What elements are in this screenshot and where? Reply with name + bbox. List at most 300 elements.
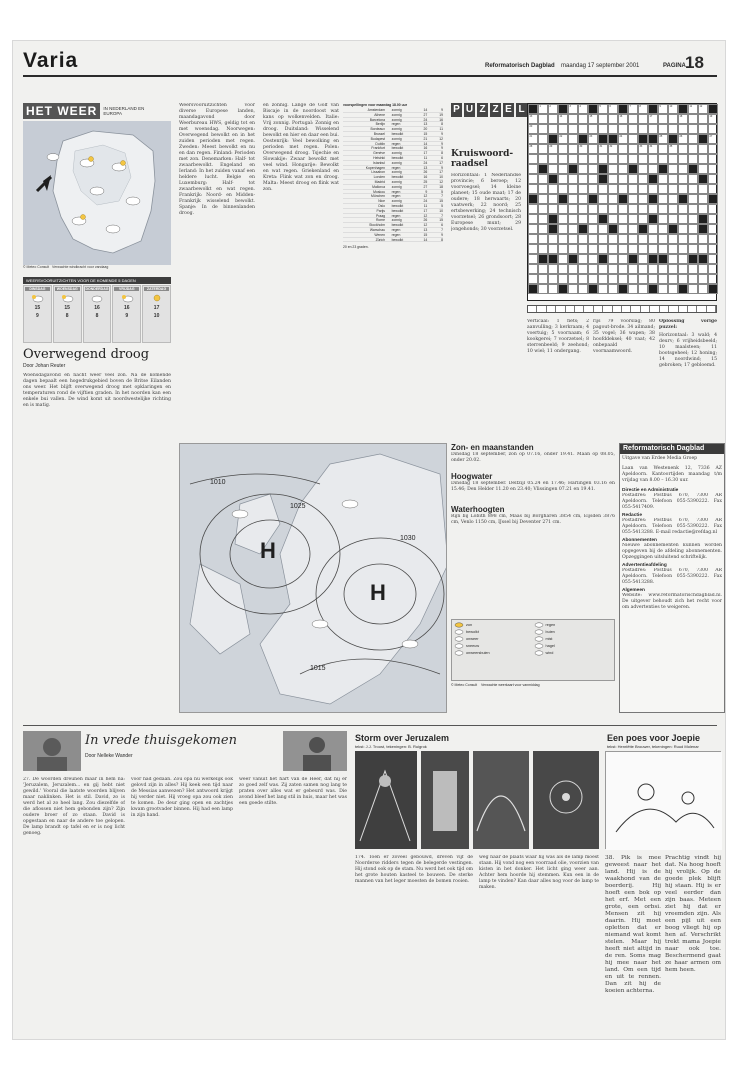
crossword-cell[interactable] [688,144,698,154]
crossword-cell[interactable] [618,244,628,254]
crossword-cell[interactable] [708,164,718,174]
crossword-cell[interactable] [598,194,608,204]
crossword-cell[interactable] [648,244,658,254]
crossword-cell[interactable] [548,244,558,254]
crossword-cell[interactable] [648,224,658,234]
crossword-cell[interactable] [558,234,568,244]
crossword-cell[interactable] [588,244,598,254]
crossword-cell[interactable] [628,234,638,244]
crossword-cell[interactable] [568,104,578,114]
crossword-cell[interactable] [558,184,568,194]
solution-cell[interactable] [528,306,537,312]
crossword-cell[interactable] [598,104,608,114]
crossword-cell[interactable] [598,274,608,284]
crossword-cell[interactable] [568,234,578,244]
crossword-cell[interactable] [578,184,588,194]
crossword-cell[interactable] [618,144,628,154]
crossword-cell[interactable] [698,284,708,294]
crossword-cell[interactable] [578,254,588,264]
crossword-cell[interactable] [708,154,718,164]
crossword-cell[interactable] [638,174,648,184]
crossword-cell[interactable] [618,174,628,184]
crossword-cell[interactable] [598,224,608,234]
crossword-cell[interactable] [618,204,628,214]
crossword-cell[interactable] [588,254,598,264]
crossword-cell[interactable] [548,124,558,134]
crossword-cell[interactable] [618,234,628,244]
crossword-cell[interactable] [588,124,598,134]
crossword-cell[interactable] [668,164,678,174]
crossword-cell[interactable] [558,114,568,124]
crossword-cell[interactable] [638,274,648,284]
crossword-cell[interactable] [668,194,678,204]
crossword-cell[interactable] [708,234,718,244]
crossword-cell[interactable] [548,114,558,124]
crossword-cell[interactable] [528,134,538,144]
crossword-cell[interactable] [558,244,568,254]
solution-cell[interactable] [584,306,593,312]
crossword-cell[interactable] [548,264,558,274]
crossword-cell[interactable] [608,284,618,294]
crossword-cell[interactable] [568,184,578,194]
crossword-cell[interactable] [648,124,658,134]
crossword-cell[interactable] [578,284,588,294]
crossword-cell[interactable] [708,144,718,154]
crossword-cell[interactable] [688,204,698,214]
crossword-cell[interactable] [608,244,618,254]
crossword-cell[interactable] [568,114,578,124]
crossword-cell[interactable] [578,274,588,284]
crossword-cell[interactable] [568,144,578,154]
crossword-cell[interactable] [678,114,688,124]
crossword-cell[interactable] [678,164,688,174]
crossword-cell[interactable] [558,264,568,274]
crossword-cell[interactable] [628,214,638,224]
crossword-cell[interactable] [658,124,668,134]
crossword-cell[interactable] [628,204,638,214]
crossword-cell[interactable] [698,114,708,124]
crossword-cell[interactable] [708,214,718,224]
crossword-cell[interactable] [598,114,608,124]
crossword-cell[interactable] [598,144,608,154]
crossword-cell[interactable] [708,224,718,234]
crossword-cell[interactable] [568,244,578,254]
crossword-cell[interactable] [528,274,538,284]
crossword-cell[interactable] [588,114,598,124]
solution-cell[interactable] [566,306,575,312]
crossword-cell[interactable] [538,134,548,144]
crossword-cell[interactable] [528,184,538,194]
crossword-cell[interactable] [628,284,638,294]
crossword-cell[interactable] [548,234,558,244]
crossword-cell[interactable] [568,204,578,214]
crossword-cell[interactable] [648,154,658,164]
crossword-cell[interactable] [688,104,698,114]
crossword-cell[interactable] [638,214,648,224]
crossword-cell[interactable] [538,194,548,204]
crossword-cell[interactable] [628,134,638,144]
crossword-cell[interactable] [648,204,658,214]
crossword-cell[interactable] [608,184,618,194]
crossword-cell[interactable] [678,124,688,134]
crossword-cell[interactable] [708,244,718,254]
crossword-cell[interactable] [628,174,638,184]
crossword-cell[interactable] [618,124,628,134]
crossword-cell[interactable] [678,154,688,164]
crossword-cell[interactable] [608,214,618,224]
crossword-cell[interactable] [678,214,688,224]
crossword-cell[interactable] [558,204,568,214]
crossword-cell[interactable] [588,134,598,144]
solution-cell[interactable] [641,306,650,312]
crossword-cell[interactable] [678,174,688,184]
crossword-cell[interactable] [598,184,608,194]
crossword-cell[interactable] [528,224,538,234]
crossword-cell[interactable] [688,284,698,294]
crossword-cell[interactable] [708,134,718,144]
crossword-cell[interactable] [638,164,648,174]
crossword-cell[interactable] [608,164,618,174]
crossword-cell[interactable] [528,174,538,184]
crossword-cell[interactable] [698,274,708,284]
crossword-cell[interactable] [698,184,708,194]
crossword-cell[interactable] [658,104,668,114]
crossword-cell[interactable] [598,234,608,244]
crossword-cell[interactable] [638,104,648,114]
crossword-cell[interactable] [598,284,608,294]
crossword-cell[interactable] [668,274,678,284]
crossword-cell[interactable] [638,184,648,194]
crossword-cell[interactable] [568,124,578,134]
crossword-cell[interactable] [708,124,718,134]
crossword-cell[interactable] [658,234,668,244]
crossword-cell[interactable] [628,224,638,234]
crossword-cell[interactable] [688,174,698,184]
crossword-cell[interactable] [618,134,628,144]
crossword-cell[interactable] [698,104,708,114]
crossword-cell[interactable] [548,274,558,284]
crossword-cell[interactable] [628,144,638,154]
crossword-cell[interactable] [698,204,708,214]
crossword-cell[interactable] [678,224,688,234]
crossword-cell[interactable] [678,144,688,154]
crossword-cell[interactable] [578,264,588,274]
crossword-cell[interactable] [678,244,688,254]
crossword-cell[interactable] [588,154,598,164]
crossword-cell[interactable] [548,154,558,164]
crossword-cell[interactable] [608,154,618,164]
crossword-cell[interactable] [708,274,718,284]
crossword-cell[interactable] [588,264,598,274]
crossword-cell[interactable] [568,284,578,294]
crossword-cell[interactable] [618,164,628,174]
crossword-cell[interactable] [658,204,668,214]
crossword-cell[interactable] [658,244,668,254]
crossword-cell[interactable] [698,194,708,204]
crossword-cell[interactable] [688,264,698,274]
crossword-cell[interactable] [528,204,538,214]
crossword-cell[interactable] [608,234,618,244]
crossword-cell[interactable] [628,184,638,194]
crossword-cell[interactable] [618,274,628,284]
crossword-cell[interactable] [548,104,558,114]
crossword-cell[interactable] [668,124,678,134]
crossword-cell[interactable] [608,124,618,134]
crossword-cell[interactable] [638,234,648,244]
crossword-cell[interactable] [658,214,668,224]
crossword-cell[interactable] [558,164,568,174]
solution-cell[interactable] [697,306,706,312]
crossword-cell[interactable] [638,254,648,264]
crossword-cell[interactable] [538,174,548,184]
solution-cell[interactable] [537,306,546,312]
crossword-cell[interactable] [698,244,708,254]
crossword-cell[interactable] [528,154,538,164]
crossword-cell[interactable] [618,224,628,234]
crossword-cell[interactable] [558,254,568,264]
crossword-cell[interactable] [588,224,598,234]
crossword-cell[interactable] [598,124,608,134]
crossword-cell[interactable] [568,214,578,224]
crossword-cell[interactable] [658,264,668,274]
crossword-cell[interactable] [618,154,628,164]
crossword-cell[interactable] [698,124,708,134]
crossword-cell[interactable] [568,224,578,234]
crossword-cell[interactable] [558,154,568,164]
crossword-cell[interactable] [658,174,668,184]
crossword-cell[interactable] [578,174,588,184]
crossword-cell[interactable] [608,174,618,184]
crossword-cell[interactable] [668,114,678,124]
solution-cell[interactable] [556,306,565,312]
crossword-cell[interactable] [538,214,548,224]
crossword-cell[interactable] [648,274,658,284]
crossword-cell[interactable] [688,194,698,204]
crossword-cell[interactable] [538,184,548,194]
crossword-cell[interactable] [578,164,588,174]
solution-cell[interactable] [594,306,603,312]
crossword-cell[interactable] [698,264,708,274]
crossword-cell[interactable] [648,264,658,274]
crossword-cell[interactable] [598,154,608,164]
crossword-cell[interactable] [698,154,708,164]
crossword-cell[interactable] [578,104,588,114]
crossword-cell[interactable] [688,114,698,124]
crossword-cell[interactable] [638,284,648,294]
solution-cell[interactable] [547,306,556,312]
crossword-cell[interactable] [688,184,698,194]
crossword-cell[interactable] [678,264,688,274]
crossword-cell[interactable] [558,274,568,284]
crossword-cell[interactable] [688,274,698,284]
crossword-cell[interactable] [688,214,698,224]
crossword-cell[interactable] [688,234,698,244]
crossword-cell[interactable] [558,134,568,144]
crossword-cell[interactable] [608,274,618,284]
crossword-cell[interactable] [618,214,628,224]
crossword-cell[interactable] [708,254,718,264]
crossword-cell[interactable] [538,144,548,154]
crossword-cell[interactable] [538,264,548,274]
crossword-cell[interactable] [528,214,538,224]
crossword-cell[interactable] [568,174,578,184]
crossword-cell[interactable] [608,194,618,204]
crossword-cell[interactable] [708,264,718,274]
solution-cell[interactable] [603,306,612,312]
crossword-cell[interactable] [588,274,598,284]
crossword-cell[interactable] [538,274,548,284]
crossword-cell[interactable] [688,134,698,144]
crossword-cell[interactable] [658,194,668,204]
crossword-cell[interactable] [568,264,578,274]
solution-cell[interactable] [688,306,697,312]
crossword-cell[interactable] [558,224,568,234]
crossword-cell[interactable] [668,214,678,224]
crossword-cell[interactable] [608,114,618,124]
crossword-cell[interactable] [568,134,578,144]
crossword-cell[interactable] [688,224,698,234]
crossword-cell[interactable] [628,114,638,124]
crossword-cell[interactable] [538,154,548,164]
crossword-cell[interactable] [688,124,698,134]
crossword-grid[interactable] [527,103,717,301]
crossword-cell[interactable] [668,184,678,194]
crossword-cell[interactable] [648,184,658,194]
crossword-cell[interactable] [708,204,718,214]
crossword-cell[interactable] [578,244,588,254]
crossword-cell[interactable] [578,194,588,204]
crossword-cell[interactable] [588,204,598,214]
crossword-cell[interactable] [678,254,688,264]
crossword-cell[interactable] [658,184,668,194]
crossword-cell[interactable] [608,204,618,214]
crossword-cell[interactable] [608,264,618,274]
solution-cell[interactable] [622,306,631,312]
crossword-cell[interactable] [618,184,628,194]
crossword-cell[interactable] [578,154,588,164]
crossword-cell[interactable] [598,244,608,254]
crossword-cell[interactable] [658,134,668,144]
crossword-cell[interactable] [708,174,718,184]
crossword-cell[interactable] [528,164,538,174]
crossword-cell[interactable] [668,284,678,294]
crossword-cell[interactable] [548,194,558,204]
crossword-cell[interactable] [698,234,708,244]
solution-cell[interactable] [669,306,678,312]
crossword-cell[interactable] [588,174,598,184]
crossword-cell[interactable] [538,104,548,114]
crossword-cell[interactable] [578,124,588,134]
crossword-cell[interactable] [618,114,628,124]
crossword-cell[interactable] [628,274,638,284]
solution-cell[interactable] [679,306,688,312]
crossword-cell[interactable] [588,144,598,154]
crossword-cell[interactable] [578,214,588,224]
crossword-cell[interactable] [548,144,558,154]
crossword-cell[interactable] [588,164,598,174]
crossword-cell[interactable] [708,184,718,194]
crossword-cell[interactable] [638,144,648,154]
crossword-cell[interactable] [648,234,658,244]
crossword-cell[interactable] [538,124,548,134]
crossword-cell[interactable] [608,144,618,154]
crossword-cell[interactable] [568,154,578,164]
crossword-cell[interactable] [608,254,618,264]
crossword-cell[interactable] [628,194,638,204]
crossword-cell[interactable] [588,234,598,244]
crossword-cell[interactable] [548,164,558,174]
crossword-cell[interactable] [688,244,698,254]
crossword-cell[interactable] [548,184,558,194]
crossword-cell[interactable] [668,244,678,254]
solution-cell[interactable] [660,306,669,312]
crossword-cell[interactable] [668,254,678,264]
crossword-cell[interactable] [568,274,578,284]
crossword-cell[interactable] [678,274,688,284]
crossword-cell[interactable] [648,114,658,124]
crossword-cell[interactable] [628,154,638,164]
crossword-cell[interactable] [558,174,568,184]
crossword-cell[interactable] [648,164,658,174]
crossword-cell[interactable] [678,234,688,244]
crossword-cell[interactable] [668,234,678,244]
crossword-cell[interactable] [628,244,638,254]
crossword-cell[interactable] [658,224,668,234]
crossword-cell[interactable] [658,154,668,164]
crossword-cell[interactable] [678,184,688,194]
crossword-cell[interactable] [588,184,598,194]
crossword-cell[interactable] [538,244,548,254]
crossword-cell[interactable] [608,104,618,114]
crossword-cell[interactable] [578,234,588,244]
crossword-cell[interactable] [638,244,648,254]
crossword-cell[interactable] [648,144,658,154]
crossword-cell[interactable] [668,104,678,114]
crossword-cell[interactable] [538,204,548,214]
crossword-cell[interactable] [528,124,538,134]
crossword-cell[interactable] [618,254,628,264]
crossword-cell[interactable] [558,214,568,224]
crossword-cell[interactable] [558,144,568,154]
solution-cell[interactable] [650,306,659,312]
crossword-cell[interactable] [638,114,648,124]
crossword-cell[interactable] [638,154,648,164]
crossword-cell[interactable] [538,224,548,234]
crossword-cell[interactable] [698,144,708,154]
crossword-cell[interactable] [668,144,678,154]
crossword-cell[interactable] [668,174,678,184]
crossword-cell[interactable] [688,154,698,164]
crossword-cell[interactable] [568,194,578,204]
crossword-cell[interactable] [598,264,608,274]
crossword-cell[interactable] [678,134,688,144]
crossword-cell[interactable] [638,124,648,134]
crossword-cell[interactable] [658,284,668,294]
crossword-cell[interactable] [678,204,688,214]
crossword-cell[interactable] [558,124,568,134]
crossword-cell[interactable] [578,114,588,124]
solution-cell[interactable] [707,306,716,312]
crossword-cell[interactable] [538,234,548,244]
crossword-cell[interactable] [668,154,678,164]
crossword-cell[interactable] [578,204,588,214]
crossword-cell[interactable] [658,144,668,154]
crossword-cell[interactable] [638,194,648,204]
crossword-cell[interactable] [708,114,718,124]
crossword-cell[interactable] [538,114,548,124]
crossword-cell[interactable] [548,204,558,214]
crossword-cell[interactable] [668,264,678,274]
